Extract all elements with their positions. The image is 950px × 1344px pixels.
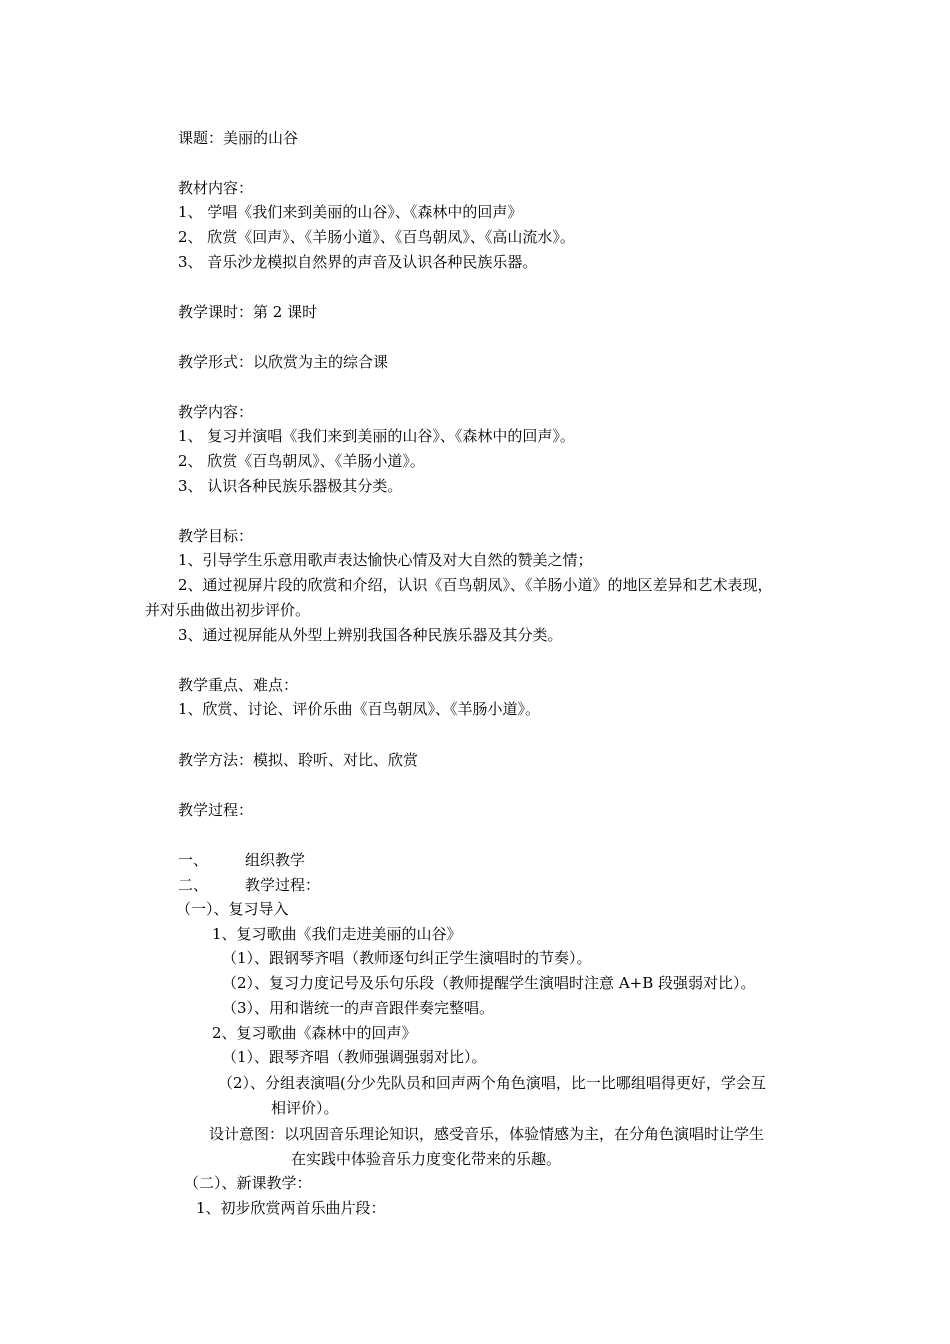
design-intent-continued: 在实践中体验音乐力度变化带来的乐趣。 bbox=[291, 1150, 562, 1168]
goals-item-continued: 并对乐曲做出初步评价。 bbox=[145, 601, 311, 619]
song-heading: 1、复习歌曲《我们走进美丽的山谷》 bbox=[212, 925, 462, 943]
keypoints-item: 1、欣赏、讨论、评价乐曲《百鸟朝凤》、《羊肠小道》。 bbox=[178, 700, 541, 718]
materials-item: 3、 音乐沙龙模拟自然界的声音及认识各种民族乐器。 bbox=[178, 253, 538, 271]
process-heading: 教学过程： bbox=[178, 801, 254, 819]
design-intent: 设计意图：以巩固音乐理论知识，感受音乐，体验情感为主，在分角色演唱时让学生 bbox=[209, 1125, 765, 1143]
content-heading: 教学内容： bbox=[178, 403, 254, 421]
new-lesson-step: 1、初步欣赏两首乐曲片段： bbox=[196, 1199, 386, 1217]
content-item: 1、 复习并演唱《我们来到美丽的山谷》、《森林中的回声》。 bbox=[178, 427, 575, 445]
part-heading: （二）、新课教学： bbox=[184, 1174, 312, 1192]
song-step-continued: 相评价）。 bbox=[271, 1099, 339, 1117]
materials-heading: 教材内容： bbox=[178, 179, 254, 197]
goals-item: 3、通过视屏能从外型上辨别我国各种民族乐器及其分类。 bbox=[178, 626, 563, 644]
song-step: （2）、复习力度记号及乐句乐段（教师提醒学生演唱时注意 A+B 段强弱对比）。 bbox=[222, 974, 756, 992]
content-item: 3、 认识各种民族乐器极其分类。 bbox=[178, 477, 403, 495]
lesson-methods: 教学方法：模拟、聆听、对比、欣赏 bbox=[178, 751, 419, 769]
song-step: （3）、用和谐统一的声音跟伴奏完整唱。 bbox=[222, 999, 495, 1017]
keypoints-heading: 教学重点、难点： bbox=[178, 676, 299, 694]
lesson-period: 教学课时：第 2 课时 bbox=[178, 303, 318, 321]
content-item: 2、 欣赏《百鸟朝凤》、《羊肠小道》。 bbox=[178, 452, 425, 470]
materials-item: 2、 欣赏《回声》、《羊肠小道》、《百鸟朝凤》、《高山流水》。 bbox=[178, 228, 575, 246]
song-step: （1）、跟钢琴齐唱（教师逐句纠正学生演唱时的节奏）。 bbox=[222, 949, 592, 967]
process-step-text: 教学过程： bbox=[245, 876, 321, 894]
process-step-number: 二、 bbox=[178, 876, 209, 894]
song-heading: 2、复习歌曲《森林中的回声》 bbox=[212, 1024, 417, 1042]
process-step-text: 组织教学 bbox=[245, 851, 306, 869]
process-step-number: 一、 bbox=[178, 851, 209, 869]
part-heading: （一）、复习导入 bbox=[176, 900, 289, 918]
lesson-title: 课题：美丽的山谷 bbox=[178, 129, 299, 147]
goals-item: 1、引导学生乐意用歌声表达愉快心情及对大自然的赞美之情； bbox=[178, 551, 593, 569]
lesson-form: 教学形式：以欣赏为主的综合课 bbox=[178, 353, 389, 371]
song-step: （2）、分组表演唱(分少先队员和回声两个角色演唱，比一比哪组唱得更好，学会互 bbox=[218, 1074, 766, 1092]
materials-item: 1、 学唱《我们来到美丽的山谷》、《森林中的回声》 bbox=[178, 203, 523, 221]
goals-item: 2、通过视屏片段的欣赏和介绍，认识《百鸟朝凤》、《羊肠小道》的地区差异和艺术表现， bbox=[178, 576, 773, 594]
song-step: （1）、跟琴齐唱（教师强调强弱对比）。 bbox=[222, 1048, 487, 1066]
goals-heading: 教学目标： bbox=[178, 527, 254, 545]
